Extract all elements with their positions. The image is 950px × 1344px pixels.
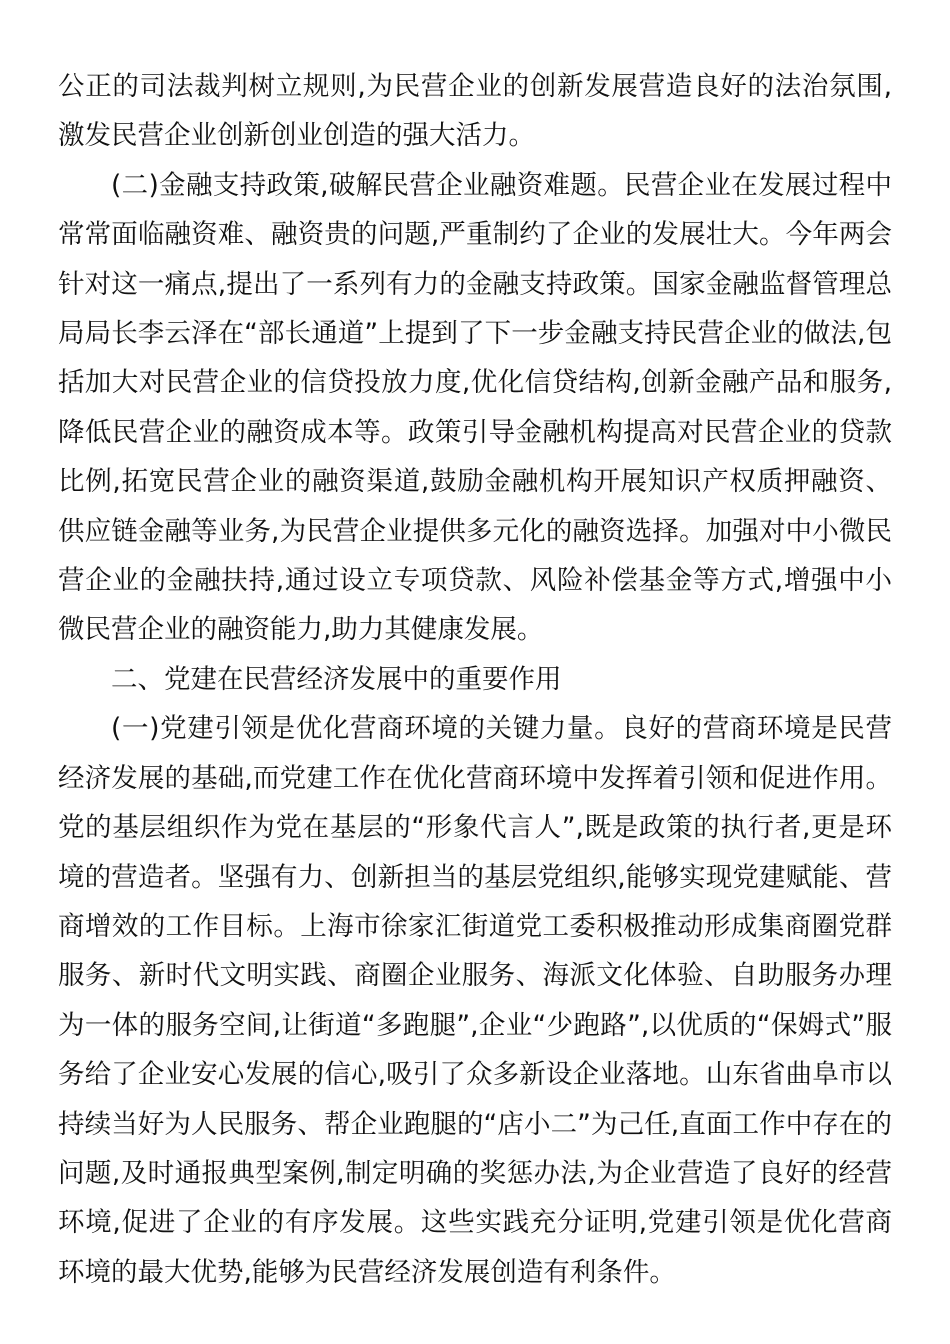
paragraph-continued: 公正的司法裁判树立规则,为民营企业的创新发展营造良好的法治氛围,激发民营企业创新创业创造的强大活力。: [58, 71, 892, 152]
paragraph-party-building: (一)党建引领是优化营商环境的关键力量。良好的营商环境是民营经济发展的基础,而党建工作在优化营商环境中发挥着引领和促进作用。党的基层组织作为党在基层的“形象代言人”,既是政策的执行者,更是环境的营造者。坚强有力、创新担当的基层党组织,能够实现党建赋能、营商增效的工作目标。上海市徐家汇街道党工委积极推动形成集商圈党群服务、新时代文明实践、商圈企业服务、海派文化体验、自助服务办理为一体的服务空间,让街道“多跑腿”,企业“少跑路”,以优质的“保姆式”服务给了企业安心发展的信心,吸引了众多新设企业落地。山东省曲阜市以持续当好为人民服务、帮企业跑腿的“店小二”为己任,直面工作中存在的问题,及时通报典型案例,制定明确的奖惩办法,为企业营造了良好的经营环境,促进了企业的有序发展。这些实践充分证明,党建引领是优化营商环境的最大优势,能够为民营经济发展创造有利条件。: [58, 713, 892, 1288]
section-heading: 二、党建在民营经济发展中的重要作用: [111, 663, 562, 695]
paragraph-financial-support: (二)金融支持政策,破解民营企业融资难题。民营企业在发展过程中常常面临融资难、融资贵的问题,严重制约了企业的发展壮大。今年两会针对这一痛点,提出了一系列有力的金融支持政策。国家金融监督管理总局局长李云泽在“部长通道”上提到了下一步金融支持民营企业的做法,包括加大对民营企业的信贷投放力度,优化信贷结构,创新金融产品和服务,降低民营企业的融资成本等。政策引导金融机构提高对民营企业的贷款比例,拓宽民营企业的融资渠道,鼓励金融机构开展知识产权质押融资、供应链金融等业务,为民营企业提供多元化的融资选择。加强对中小微民营企业的金融扶持,通过设立专项贷款、风险补偿基金等方式,增强中小微民营企业的融资能力,助力其健康发展。: [58, 169, 892, 646]
